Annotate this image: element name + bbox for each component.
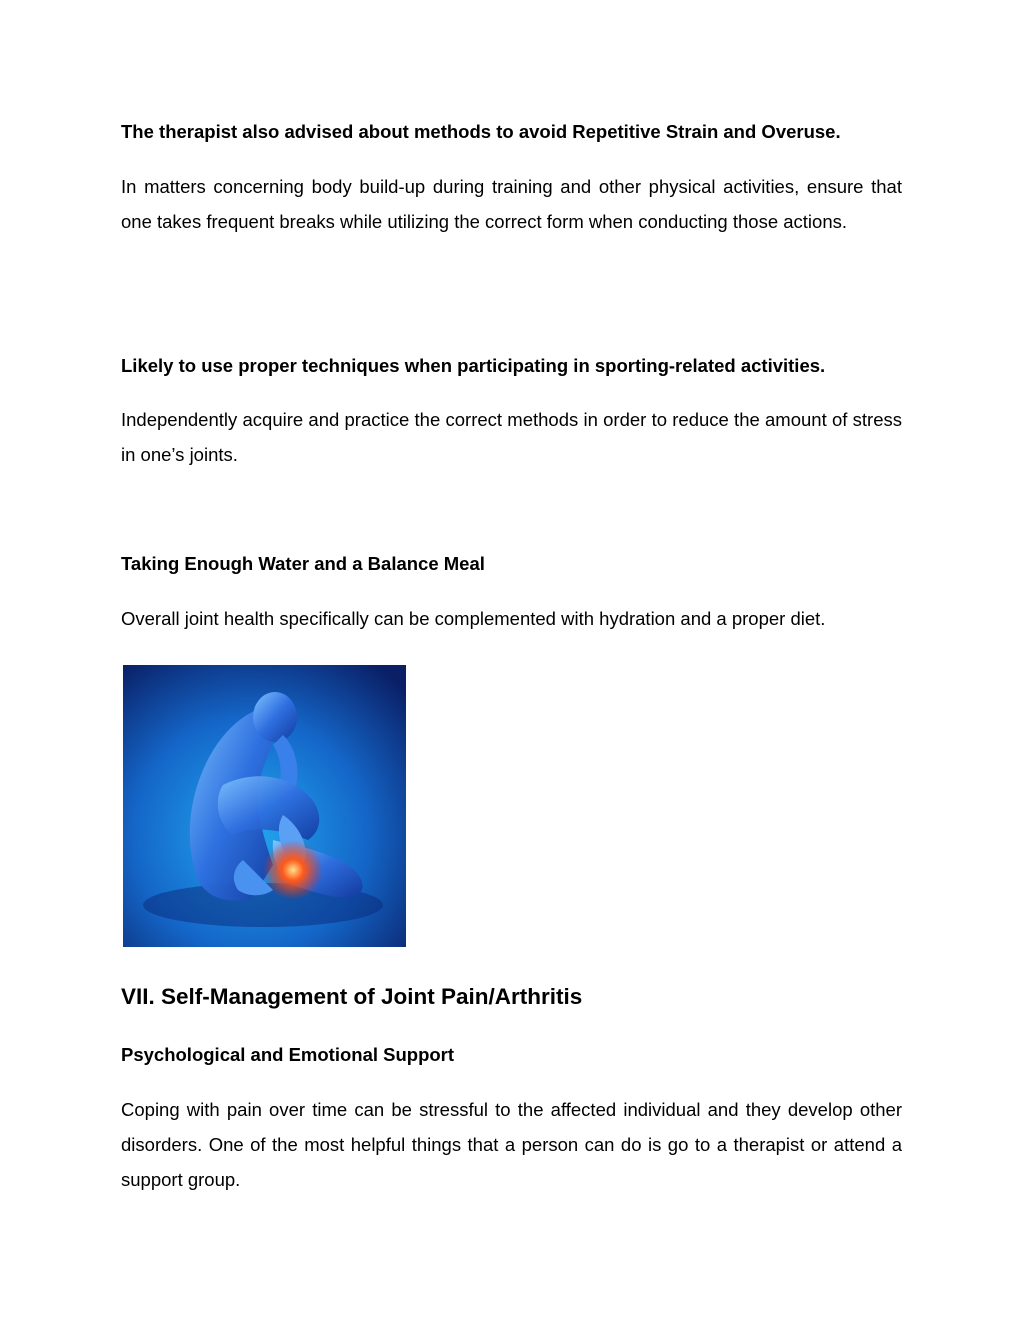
section-heading-repetitive-strain: The therapist also advised about methods to avoid Repetitive Strain and Overuse.: [121, 121, 841, 142]
chapter-body: Coping with pain over time can be stressful to the affected individual and they develop other disorders. One of the most helpful things that a person can do is go to a therapist or attend a support group.: [121, 1099, 902, 1190]
chapter-subheading: Psychological and Emotional Support: [121, 1044, 455, 1065]
section-body-proper-techniques: Independently acquire and practice the correct methods in order to reduce the amount of stress in one’s joints.: [121, 409, 902, 465]
ankle-pain-icon: [123, 665, 406, 947]
section-body-repetitive-strain: In matters concerning body build-up during training and other physical activities, ensure that one takes frequent breaks while utilizing the correct form when conducting those actions.: [121, 176, 902, 232]
chapter-title: VII. Self-Management of Joint Pain/Arthritis: [121, 984, 583, 1009]
ankle-pain-figure-illustration: [123, 665, 406, 947]
section-heading-proper-techniques: Likely to use proper techniques when participating in sporting-related activities.: [121, 355, 826, 376]
section-body-water-meal: Overall joint health specifically can be complemented with hydration and a proper diet.: [121, 608, 826, 629]
section-heading-water-meal: Taking Enough Water and a Balance Meal: [121, 553, 485, 574]
pain-glow-icon: [263, 840, 323, 900]
